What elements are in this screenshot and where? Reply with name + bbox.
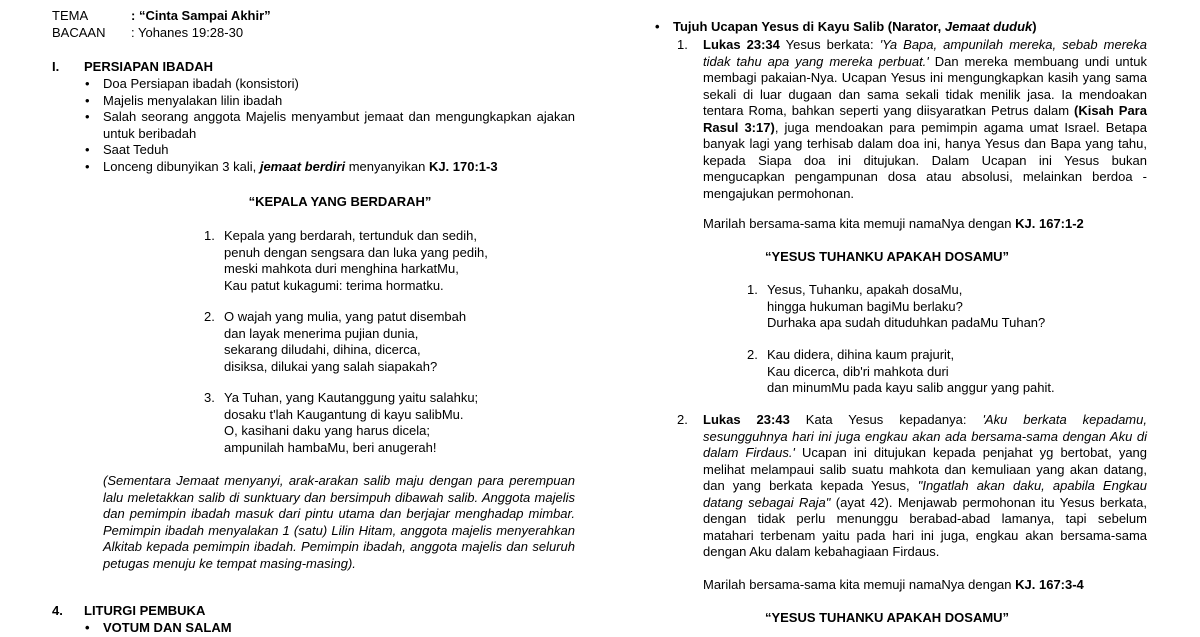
hymn-reference: KJ. 167:1-2 [1015, 216, 1084, 231]
stanza-number: 2. [747, 347, 758, 362]
bacaan-value: : Yohanes 19:28-30 [131, 25, 244, 40]
section4-list [82, 620, 575, 637]
list-item-emphasis: jemaat berdiri [259, 158, 346, 174]
lyric-line: disiksa, dilukai yang salah siapakah? [224, 358, 438, 374]
paragraph-text: (ayat 42). Menjawab permohonan itu Yesus berkata, dengan tidak perlu menunggu berabad-abad lamanya, tapi sebelum matahari terbenam yaitu pada hari ini juga, engkau akan bersama-sama dengan Aku dalam kebahagiaan Firdaus. [703, 494, 1147, 559]
item2-paragraph [703, 412, 1147, 561]
item2-number: 2. [677, 412, 688, 427]
paragraph-text: Dan mereka membuang undi untuk membagi pakaian-Nya. Ucapan Yesus ini mengungkapkan kasih yang sama sekali di luar dugaan dan sama sekali tidak menilik jasa. Ia mendoakan tentara Roma, bahkan seperti yang diisyaratkan Petrus dalam [703, 53, 1147, 118]
list-item [82, 159, 575, 176]
seven-words-heading [652, 19, 1152, 36]
lyric-line: dosaku t'lah Kaugantung di kayu salibMu. [224, 406, 464, 422]
lyric-line: meski mahkota duri menghina harkatMu, [224, 261, 459, 276]
item1-number: 1. [677, 37, 688, 52]
lyric-line: penuh dengan sengsara dan luka yang pedih, [224, 244, 488, 260]
scripture-quote: "Ingatlah akan daku, apabila Engkau datang sebagai Raja" [703, 478, 1148, 510]
section1-list [82, 76, 575, 175]
stanza-lines [224, 228, 488, 294]
bacaan-label: BACAAN [52, 25, 106, 40]
song3-title: “YESUS TUHANKU APAKAH DOSAMU” [764, 610, 1010, 625]
lyric-line: Durhaka apa sudah dituduhkan padaMu Tuhan? [767, 315, 1046, 330]
lyric-line: Kau patut kukagumi: terima hormatku. [224, 277, 444, 293]
song2-title: “YESUS TUHANKU APAKAH DOSAMU” [764, 249, 1010, 264]
sing-text: Marilah bersama-sama kita memuji namaNya dengan [703, 216, 1016, 231]
lyric-line: hingga hukuman bagiMu berlaku? [767, 298, 963, 314]
hymn-reference: KJ. 170:1-3 [428, 158, 498, 174]
tema-label: TEMA [52, 8, 89, 23]
paragraph-text: , juga mendoakan para pemimpin agama umat Israel. Betapa banyak lagi yang terhisab dalam doa ini, hanya Yesus dan Bapa yang tahu, kepada Siapa doa ini ditujukan. Dalam Ucapan ini Yesus bukan mengucapkan pengampunan dosa atau absolusi, melainkan berdoa - mengajukan permohonan. [703, 119, 1147, 201]
scripture-reference: Lukas 23:43 [703, 412, 790, 427]
tema-value: : “Cinta Sampai Akhir” [131, 8, 271, 23]
stanza-number: 1. [204, 228, 215, 243]
scripture-quote: 'Ya Bapa, ampunilah mereka, sebab mereka tidak tahu apa yang mereka perbuat.' [703, 37, 1148, 69]
hymn-reference: KJ. 167:3-4 [1015, 577, 1084, 592]
stanza-lines [767, 282, 1045, 332]
lyric-line: dan layak menerima pujian dunia, [224, 325, 419, 341]
heading-text: Tujuh Ucapan Yesus di Kayu Salib (Narator, [673, 19, 945, 34]
list-item-text: Lonceng dibunyikan 3 kali, [103, 158, 260, 174]
stanza-lines [224, 390, 478, 456]
lyric-line: Kau didera, dihina kaum prajurit, [767, 347, 955, 362]
item2-sing-line [703, 577, 1084, 594]
paragraph-text: Ucapan ini ditujukan kepada penjahat yg bertobat, yang melihat melampaui salib suatu mahkota dan kemuliaan yang akan datang, dan yang berkata kepada Yesus, [703, 445, 1148, 493]
lyric-line: sekarang diludahi, dihina, dicerca, [224, 342, 421, 357]
stanza-number: 3. [204, 390, 215, 405]
section4-title: LITURGI PEMBUKA [84, 603, 206, 618]
lyric-line: Ya Tuhan, yang Kautanggung yaitu salahku; [224, 390, 479, 405]
list-item-text: menyanyikan [345, 158, 429, 174]
list-item: • Doa Persiapan ibadah (konsistori) [82, 76, 575, 93]
lyric-line: O, kasihani daku yang harus dicela; [224, 423, 430, 438]
lyric-line: Kepala yang berdarah, tertunduk dan sedih, [224, 228, 477, 243]
list-item: • Saat Teduh [82, 142, 575, 159]
list-item: • VOTUM DAN SALAM [82, 620, 575, 637]
stanza-lines [224, 309, 466, 375]
section1-title: PERSIAPAN IBADAH [84, 59, 214, 74]
paragraph-text: Kata Yesus kepadanya: [789, 412, 983, 427]
lyric-line: ampunilah hambaMu, beri anugerah! [224, 439, 437, 455]
item1-sing-line [703, 216, 1084, 233]
section4-number: 4. [52, 603, 63, 618]
lyric-line: O wajah yang mulia, yang patut disembah [224, 309, 467, 324]
sing-text: Marilah bersama-sama kita memuji namaNya dengan [703, 577, 1016, 592]
heading-emphasis: Jemaat duduk [944, 19, 1033, 34]
lyric-line: dan minumMu pada kayu salib anggur yang pahit. [767, 380, 1055, 395]
rubric-note: (Sementara Jemaat menyanyi, arak-arakan salib maju dengan para perempuan lalu meletakkan salib di sunktuary dan bersimpuh dibawah salib. Anggota majelis dan pemimpin ibadah masuk dari pintu utama dan berjajar menghadap mimbar. Pemimpin ibadah menyalakan 1 (satu) Lilin Hitam, anggota majelis menyerahkan Alkitab kepada pemimpin ibadah. Pemimpin ibadah, anggota majelis dan seluruh petugas menuju ke tempat masing-masing). [103, 473, 575, 571]
item1-paragraph [703, 37, 1147, 202]
stanza-number: 1. [747, 282, 758, 297]
stanza-number: 2. [204, 309, 215, 324]
lyric-line: Yesus, Tuhanku, apakah dosaMu, [767, 282, 963, 297]
scripture-quote: 'Aku berkata kepadamu, sesungguhnya hari ini juga engkau akan ada bersama-sama dengan Aku di dalam Firdaus.' [703, 412, 1147, 460]
lyric-line: Kau dicerca, dib'ri mahkota duri [767, 363, 949, 379]
heading-text: ) [1032, 19, 1037, 34]
list-item: • Salah seorang anggota Majelis menyambut jemaat dan mengungkapkan ajakan untuk beribadah [82, 109, 575, 142]
paragraph-text: Yesus berkata: [779, 37, 880, 52]
list-item: • Majelis menyalakan lilin ibadah [82, 93, 575, 110]
list-item [652, 19, 1152, 36]
stanza-lines [767, 347, 1055, 397]
section1-number: I. [52, 59, 60, 74]
scripture-reference: (Kisah Para Rasul 3:17) [703, 103, 1147, 135]
song1-title: “KEPALA YANG BERDARAH” [248, 194, 432, 209]
scripture-reference: Lukas 23:34 [703, 37, 780, 52]
